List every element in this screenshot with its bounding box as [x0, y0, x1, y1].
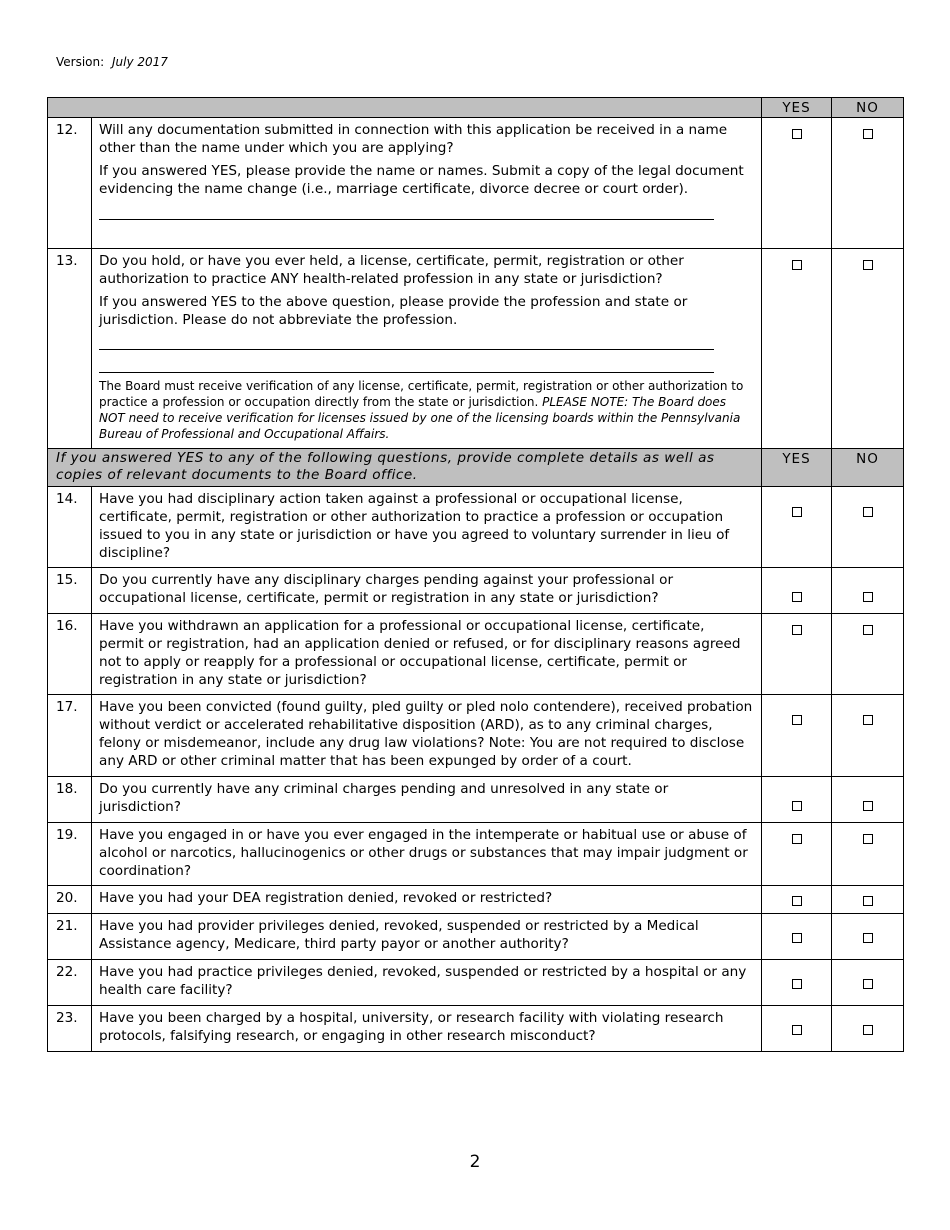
no-column-header: NO [832, 449, 904, 487]
question-text: Have you engaged in or have you ever engaged in the intemperate or habitual use or abuse of alcohol or narcotics, hallucinogenics or other drugs or substances that may impair judgment or coordination? [92, 823, 762, 886]
yes-checkbox[interactable] [792, 129, 802, 139]
question-row-13 [48, 249, 904, 449]
no-cell [832, 886, 904, 914]
table-header-row [48, 98, 904, 118]
no-cell [832, 487, 904, 568]
question-row-15 [48, 568, 904, 614]
yes-cell [762, 914, 832, 960]
question-number: 12. [48, 118, 92, 249]
yes-checkbox[interactable] [792, 625, 802, 635]
question-followup: If you answered YES, please provide the name or names. Submit a copy of the legal document evidencing the name change (i.e., marriage certificate, divorce decree or court order). [99, 163, 744, 197]
yes-checkbox[interactable] [792, 592, 802, 602]
no-checkbox[interactable] [863, 507, 873, 517]
no-checkbox[interactable] [863, 933, 873, 943]
no-checkbox[interactable] [863, 896, 873, 906]
answer-line[interactable] [99, 219, 714, 220]
question-text: Have you had practice privileges denied, revoked, suspended or restricted by a hospital or any health care facility? [92, 960, 762, 1006]
verification-note-text: The Board must receive verification of any license, certificate, permit, registration or other authorization to practice a profession or occupation directly from the state or jurisdiction. [99, 379, 744, 409]
question-text: Have you had provider privileges denied, revoked, suspended or restricted by a Medical Assistance agency, Medicare, third party payor or another authority? [92, 914, 762, 960]
question-text: Have you been convicted (found guilty, pled guilty or pled nolo contendere), received probation without verdict or accelerated rehabilitative disposition (ARD), as to any criminal charges, felony or misdemeanor, include any drug law violations? Note: You are not required to disclose any ARD or other criminal matter that has been expunged by order of a court. [92, 695, 762, 777]
no-cell [832, 914, 904, 960]
yes-cell [762, 487, 832, 568]
question-row-19 [48, 823, 904, 886]
yes-checkbox[interactable] [792, 933, 802, 943]
question-number: 13. [48, 249, 92, 449]
no-checkbox[interactable] [863, 260, 873, 270]
section-header-row [48, 449, 904, 487]
version-date: July 2017 [112, 55, 168, 69]
section-instruction: If you answered YES to any of the following questions, provide complete details as well as copies of relevant documents to the Board office. [48, 449, 762, 487]
yes-cell [762, 118, 832, 249]
no-cell [832, 118, 904, 249]
question-text: Have you had disciplinary action taken against a professional or occupational license, certificate, permit, registration or other authorization to practice a profession or occupation issued to you in any state or jurisdiction or have you agreed to voluntary surrender in lieu of discipline? [92, 487, 762, 568]
page-number: 2 [469, 1152, 481, 1172]
question-row-14 [48, 487, 904, 568]
verification-note-italic: PLEASE NOTE: The Board does NOT need to receive verification for licenses issued by one of the licensing boards within the Pennsylvania Bureau of Professional and Occupational Affairs. [99, 395, 741, 441]
yes-checkbox[interactable] [792, 1025, 802, 1035]
question-number: 18. [48, 777, 92, 823]
no-checkbox[interactable] [863, 979, 873, 989]
question-text: Have you been charged by a hospital, university, or research facility with violating research protocols, falsifying research, or engaging in other research misconduct? [92, 1006, 762, 1052]
no-checkbox[interactable] [863, 129, 873, 139]
version-label: Version: [56, 55, 105, 69]
yes-cell [762, 886, 832, 914]
question-row-20 [48, 886, 904, 914]
question-text-cell [92, 249, 762, 449]
version-line [56, 55, 168, 69]
yes-checkbox[interactable] [792, 896, 802, 906]
no-checkbox[interactable] [863, 592, 873, 602]
yes-checkbox[interactable] [792, 979, 802, 989]
question-row-17 [48, 695, 904, 777]
question-text: Do you currently have any criminal charges pending and unresolved in any state or jurisdiction? [92, 777, 762, 823]
question-row-22 [48, 960, 904, 1006]
question-row-21 [48, 914, 904, 960]
question-number: 22. [48, 960, 92, 1006]
no-cell [832, 249, 904, 449]
question-text: Do you hold, or have you ever held, a license, certificate, permit, registration or other authorization to practice ANY health-related profession in any state or jurisdiction? [99, 253, 684, 287]
question-row-16 [48, 614, 904, 695]
no-checkbox[interactable] [863, 625, 873, 635]
yes-cell [762, 1006, 832, 1052]
question-row-23 [48, 1006, 904, 1052]
no-cell [832, 960, 904, 1006]
no-column-header: NO [832, 98, 904, 118]
question-text: Have you withdrawn an application for a professional or occupational license, certificate, permit or registration, had an application denied or refused, or for disciplinary reasons agreed not to apply or reapply for a professional or occupational license, certificate, permit or registration in any state or jurisdiction? [92, 614, 762, 695]
yes-cell [762, 960, 832, 1006]
question-number: 21. [48, 914, 92, 960]
yes-checkbox[interactable] [792, 507, 802, 517]
no-cell [832, 823, 904, 886]
answer-line-2[interactable] [99, 372, 714, 373]
question-number: 16. [48, 614, 92, 695]
question-text-cell [92, 118, 762, 249]
question-text: Will any documentation submitted in connection with this application be received in a name other than the name under which you are applying? [99, 122, 728, 156]
verification-note [99, 378, 753, 442]
yes-checkbox[interactable] [792, 801, 802, 811]
question-text: Have you had your DEA registration denied, revoked or restricted? [92, 886, 762, 914]
question-number: 23. [48, 1006, 92, 1052]
question-row-18 [48, 777, 904, 823]
no-cell [832, 695, 904, 777]
no-checkbox[interactable] [863, 1025, 873, 1035]
answer-line-1[interactable] [99, 349, 714, 350]
no-checkbox[interactable] [863, 801, 873, 811]
no-cell [832, 1006, 904, 1052]
yes-cell [762, 823, 832, 886]
no-checkbox[interactable] [863, 715, 873, 725]
question-number: 14. [48, 487, 92, 568]
yes-checkbox[interactable] [792, 834, 802, 844]
no-cell [832, 568, 904, 614]
yes-cell [762, 695, 832, 777]
yes-cell [762, 568, 832, 614]
question-text: Do you currently have any disciplinary charges pending against your professional or occupational license, certificate, permit or registration in any state or jurisdiction? [92, 568, 762, 614]
yes-cell [762, 614, 832, 695]
question-number: 19. [48, 823, 92, 886]
yes-checkbox[interactable] [792, 715, 802, 725]
yes-column-header: YES [762, 98, 832, 118]
question-number: 17. [48, 695, 92, 777]
question-followup: If you answered YES to the above question, please provide the profession and state or jurisdiction. Please do not abbreviate the profession. [99, 294, 688, 328]
yes-cell [762, 777, 832, 823]
yes-checkbox[interactable] [792, 260, 802, 270]
no-cell [832, 614, 904, 695]
question-row-12 [48, 118, 904, 249]
no-cell [832, 777, 904, 823]
question-number: 15. [48, 568, 92, 614]
yes-cell [762, 249, 832, 449]
yes-column-header: YES [762, 449, 832, 487]
questionnaire-table [47, 97, 904, 1052]
no-checkbox[interactable] [863, 834, 873, 844]
question-number: 20. [48, 886, 92, 914]
